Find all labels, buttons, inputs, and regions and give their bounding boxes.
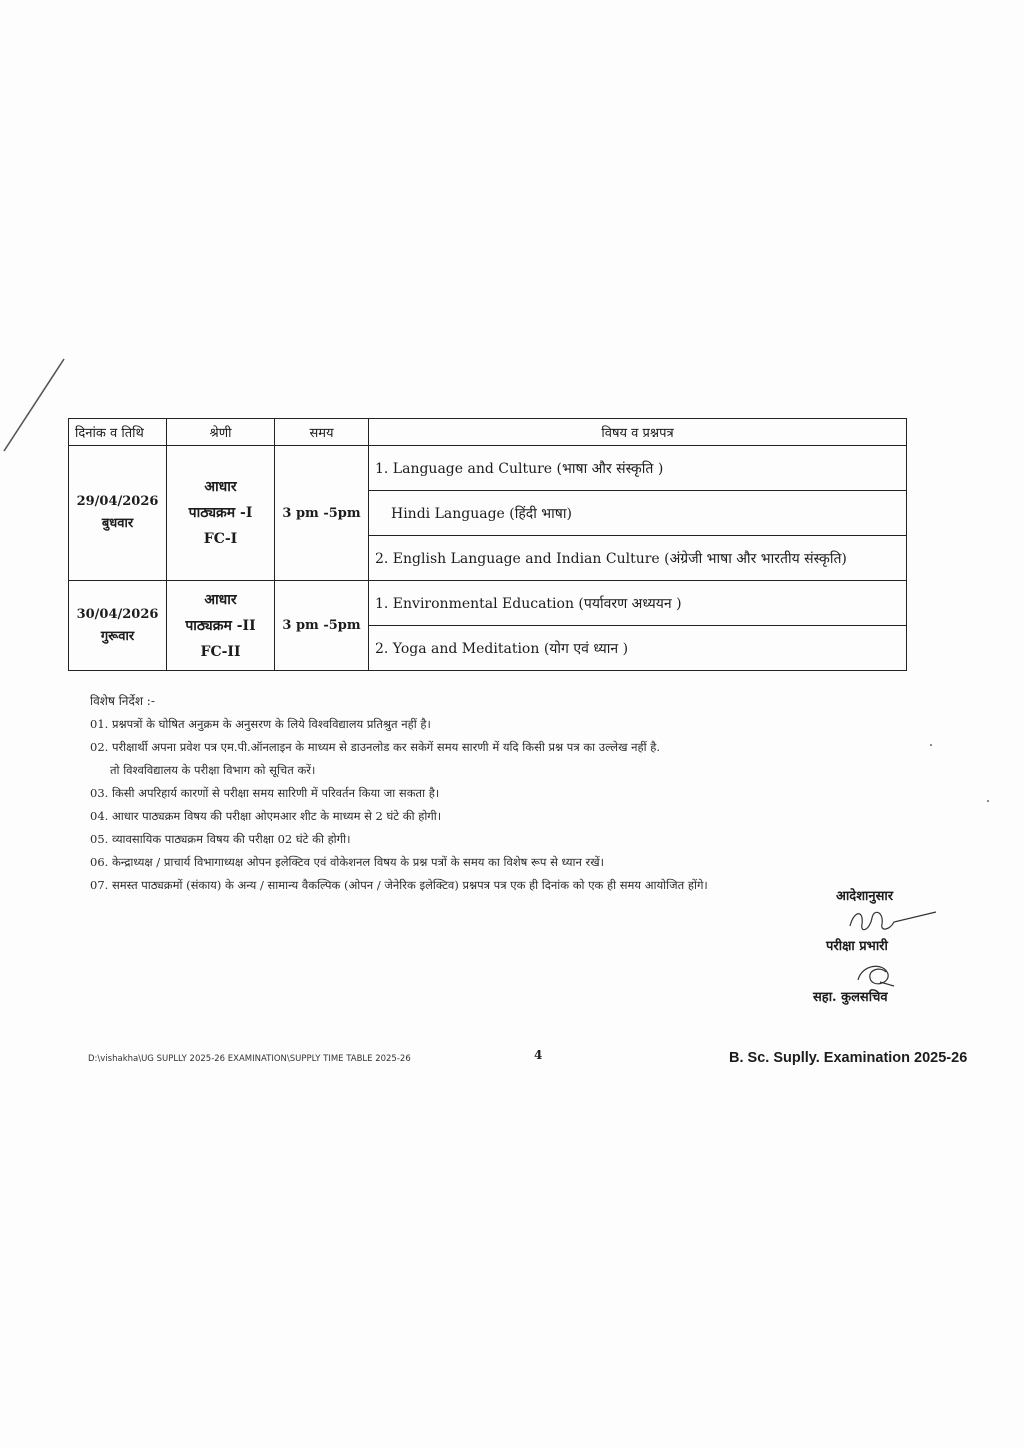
exam-day: बुधवार [101, 516, 134, 531]
file-path: D:\vishakha\UG SUPLLY 2025-26 EXAMINATION\SUPPLY TIME TABLE 2025-26 [88, 1054, 411, 1064]
time-cell: 3 pm -5pm [275, 581, 369, 671]
instruction-item: 05. व्यावसायिक पाठ्यक्रम विषय की परीक्षा 02 घंटे की होगी। [90, 832, 351, 846]
category-line: FC-I [203, 531, 238, 547]
instruction-item: 02. परीक्षार्थी अपना प्रवेश पत्र एम.पी.ऑनलाइन के माध्यम से डाउनलोड कर सकेगें समय सारणी में यदि किसी प्रश्न पत्र का उल्लेख नहीं है. [90, 740, 661, 754]
header-time: समय [275, 419, 369, 446]
signature-assistant-registrar: सहा. कुलसचिव [813, 990, 888, 1005]
table-row [69, 581, 907, 626]
instruction-item: 07. समस्त पाठ्यक्रमों (संकाय) के अन्य / सामान्य वैकल्पिक (ओपन / जेनेरिक इलेक्टिव) प्रश्नपत्र पत्र एक ही दिनांक को एक ही समय आयोजित होंगे। [90, 878, 708, 892]
subject-cell: Hindi Language (हिंदी भाषा) [369, 491, 907, 536]
instruction-item: 04. आधार पाठ्यक्रम विषय की परीक्षा ओएमआर शीट के माध्यम से 2 घंटे की होगी। [90, 809, 442, 823]
category-line: पाठ्यक्रम -I [188, 505, 253, 521]
exam-date: 30/04/2026 [76, 606, 159, 622]
instructions-heading: विशेष निर्देश :- [90, 694, 155, 708]
signature-by-order: आदेशानुसार [836, 889, 894, 904]
category-line: आधार [204, 479, 237, 495]
instruction-item: 01. प्रश्नपत्रों के घोषित अनुक्रम के अनुसरण के लिये विश्वविद्यालय प्रतिश्रुत नहीं है। [90, 717, 431, 731]
table-header-row [69, 419, 907, 446]
special-instructions [90, 690, 930, 897]
page-number: 4 [534, 1048, 543, 1062]
signature-exam-incharge: परीक्षा प्रभारी [826, 939, 888, 954]
header-subject: विषय व प्रश्नपत्र [369, 419, 907, 446]
category-line: पाठ्यक्रम -II [185, 617, 256, 634]
instruction-item: 03. किसी अपरिहार्य कारणों से परीक्षा समय सारिणी में परिवर्तन किया जा सकता है। [90, 786, 440, 800]
category-line: FC-II [200, 643, 241, 660]
date-cell [69, 581, 167, 671]
header-category: श्रेणी [167, 419, 275, 446]
scan-speck [930, 744, 932, 746]
category-cell [167, 581, 275, 671]
header-date: दिनांक व तिथि [69, 419, 167, 446]
instruction-item: 06. केन्द्राध्यक्ष / प्राचार्य विभागाध्यक्ष ओपन इलेक्टिव एवं वोकेशनल विषय के प्रश्न पत्रों के समय का विशेष रूप से ध्यान रखें। [90, 855, 605, 869]
date-cell [69, 446, 167, 581]
exam-timetable [68, 418, 907, 671]
table-row [69, 446, 907, 491]
subject-cell: 2. English Language and Indian Culture (अंग्रेजी भाषा और भारतीय संस्कृति) [369, 536, 907, 581]
instruction-item: तो विश्वविद्यालय के परीक्षा विभाग को सूचित करें। [110, 763, 316, 777]
scan-speck [987, 800, 989, 802]
handwritten-signature [840, 900, 940, 940]
exam-date: 29/04/2026 [76, 494, 159, 509]
category-line: आधार [204, 591, 237, 608]
subject-cell: 1. Language and Culture (भाषा और संस्कृति ) [369, 446, 907, 491]
exam-day: गुरूवार [100, 628, 135, 644]
category-cell [167, 446, 275, 581]
time-cell: 3 pm -5pm [275, 446, 369, 581]
footer-title: B. Sc. Suplly. Examination 2025-26 [729, 1050, 968, 1066]
subject-cell: 1. Environmental Education (पर्यावरण अध्ययन ) [369, 581, 907, 626]
subject-cell: 2. Yoga and Meditation (योग एवं ध्यान ) [369, 626, 907, 671]
